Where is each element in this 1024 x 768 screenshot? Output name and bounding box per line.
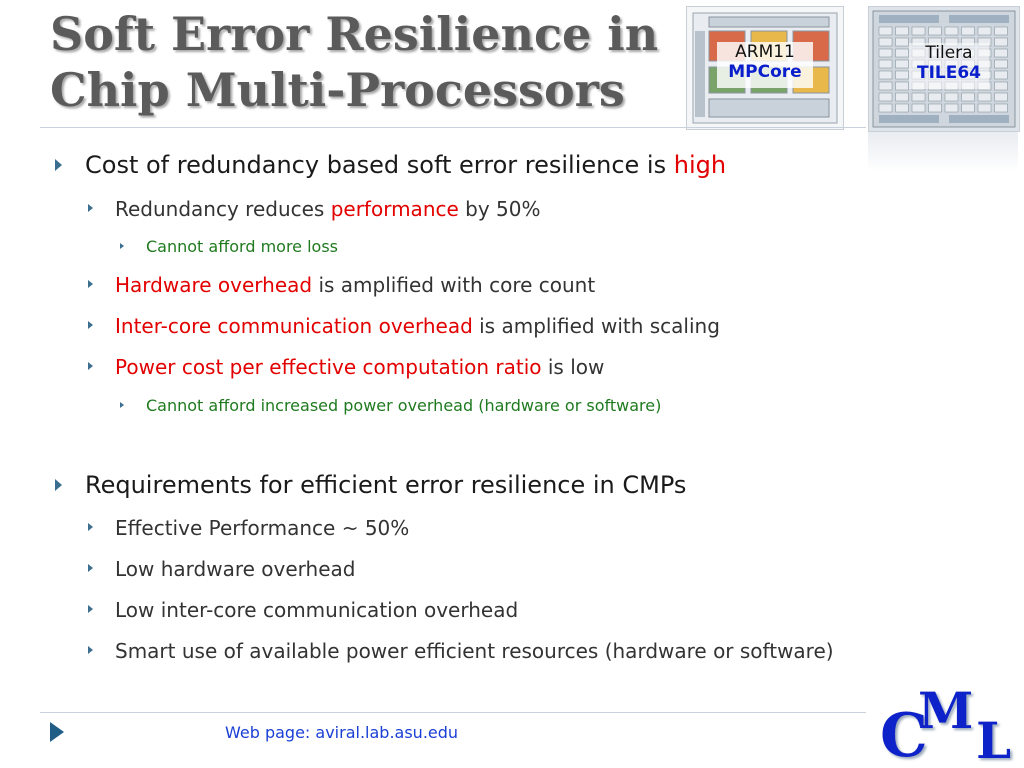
tile-cell bbox=[879, 93, 892, 101]
emphasis-text: high bbox=[673, 151, 727, 179]
bullet-arrow-icon bbox=[88, 362, 93, 370]
bullet-item-level-1 bbox=[115, 313, 720, 339]
svg-text:L: L bbox=[976, 711, 1012, 764]
svg-text:M: M bbox=[918, 684, 974, 740]
bullet-arrow-icon bbox=[88, 204, 93, 212]
bullet-item-level-1 bbox=[115, 515, 409, 541]
tile-cell bbox=[896, 60, 909, 68]
tile-cell bbox=[912, 27, 925, 35]
bullet-item-level-1 bbox=[115, 638, 834, 664]
bullet-item-level-2 bbox=[146, 395, 661, 417]
tile-cell bbox=[995, 71, 1008, 79]
bullet-arrow-icon bbox=[88, 321, 93, 329]
emphasis-text: Hardware overhead bbox=[115, 273, 313, 297]
bullet-arrow-icon bbox=[88, 523, 93, 531]
tile-cell bbox=[929, 27, 942, 35]
bullet-item-level-1 bbox=[115, 597, 518, 623]
arm11-label-line-2: MPCore bbox=[728, 62, 802, 82]
tile-cell bbox=[912, 93, 925, 101]
bullet-text: Low inter-core communication overhead bbox=[115, 598, 519, 622]
bullet-item-level-1 bbox=[115, 196, 541, 222]
tile-cell bbox=[879, 38, 892, 46]
tile-cell bbox=[912, 104, 925, 112]
bullet-item-level-1 bbox=[115, 272, 595, 298]
bullet-arrow-icon bbox=[120, 402, 124, 408]
tile-cell bbox=[978, 93, 991, 101]
tile-cell bbox=[978, 104, 991, 112]
tile-cell bbox=[929, 104, 942, 112]
slide-title bbox=[50, 6, 658, 118]
tilera-label bbox=[909, 43, 989, 89]
bullet-arrow-icon bbox=[55, 159, 62, 171]
tile-cell bbox=[962, 93, 975, 101]
tile-cell bbox=[896, 38, 909, 46]
title-line-1: Soft Error Resilience in bbox=[50, 7, 659, 61]
tile-cell bbox=[879, 71, 892, 79]
title-line-2: Chip Multi-Processors bbox=[50, 63, 625, 117]
bullet-text: is amplified with scaling bbox=[472, 314, 720, 338]
tile-cell bbox=[995, 49, 1008, 57]
bullet-text: Requirements for efficient error resilience in CMPs bbox=[85, 471, 687, 499]
tile-cell bbox=[962, 27, 975, 35]
emphasis-text: Power cost per effective computation ratio bbox=[115, 355, 542, 379]
tile-cell bbox=[995, 27, 1008, 35]
tile-cell bbox=[945, 104, 958, 112]
bullet-text: Cannot afford more loss bbox=[146, 237, 338, 256]
bullet-text: Low hardware overhead bbox=[115, 557, 356, 581]
tile-cell bbox=[896, 49, 909, 57]
tile-cell bbox=[995, 82, 1008, 90]
emphasis-text: Inter-core communication overhead bbox=[115, 314, 473, 338]
bullet-item-level-1 bbox=[115, 354, 604, 380]
bullet-item-level-1 bbox=[115, 556, 355, 582]
footer-webpage: Web page: aviral.lab.asu.edu bbox=[225, 723, 459, 742]
tile-cell bbox=[896, 104, 909, 112]
bullet-arrow-icon bbox=[88, 646, 93, 654]
tilera-reflection bbox=[868, 132, 1018, 172]
arm11-chip-image bbox=[686, 6, 844, 130]
tile-cell bbox=[896, 82, 909, 90]
bullet-arrow-icon bbox=[88, 280, 93, 288]
tile-cell bbox=[879, 49, 892, 57]
tile-cell bbox=[995, 93, 1008, 101]
bullet-text: Redundancy reduces bbox=[115, 197, 331, 221]
tile-cell bbox=[896, 93, 909, 101]
arm11-label bbox=[717, 42, 813, 88]
bullet-text: Cannot afford increased power overhead (hardware or software) bbox=[146, 396, 662, 415]
tilera-label-line-2: TILE64 bbox=[916, 63, 982, 83]
bullet-arrow-icon bbox=[120, 243, 124, 249]
bullet-item-level-0 bbox=[85, 150, 726, 180]
tile-cell bbox=[896, 27, 909, 35]
tile-cell bbox=[945, 93, 958, 101]
tile-cell bbox=[896, 71, 909, 79]
tile-cell bbox=[995, 38, 1008, 46]
tile-cell bbox=[879, 60, 892, 68]
title-divider bbox=[40, 127, 866, 128]
tile-cell bbox=[978, 27, 991, 35]
footer-divider bbox=[40, 712, 866, 713]
bullet-item-level-2 bbox=[146, 236, 338, 258]
cml-logo bbox=[876, 684, 1024, 764]
tile-cell bbox=[879, 82, 892, 90]
bullet-text: is low bbox=[541, 355, 605, 379]
tile-cell bbox=[879, 27, 892, 35]
bullet-text: Cost of redundancy based soft error resilience is bbox=[85, 151, 674, 179]
tile-cell bbox=[929, 93, 942, 101]
tile-cell bbox=[962, 104, 975, 112]
tile-cell bbox=[995, 60, 1008, 68]
bullet-text: Effective Performance ~ 50% bbox=[115, 516, 410, 540]
bullet-text: is amplified with core count bbox=[312, 273, 596, 297]
bullet-item-level-0 bbox=[85, 470, 686, 500]
svg-text:C: C bbox=[880, 701, 928, 764]
tile-cell bbox=[879, 104, 892, 112]
arm11-label-line-1: ARM11 bbox=[735, 42, 795, 62]
play-arrow-icon[interactable] bbox=[50, 722, 64, 742]
bullet-text: by 50% bbox=[458, 197, 541, 221]
bullet-text: Smart use of available power efficient resources (hardware or software) bbox=[115, 639, 834, 663]
tilera-chip-image bbox=[868, 6, 1020, 132]
tilera-label-line-1: Tilera bbox=[925, 43, 973, 63]
tile-cell bbox=[995, 104, 1008, 112]
bullet-arrow-icon bbox=[88, 564, 93, 572]
bullet-arrow-icon bbox=[88, 605, 93, 613]
bullet-arrow-icon bbox=[55, 479, 62, 491]
emphasis-text: performance bbox=[330, 197, 459, 221]
tile-cell bbox=[945, 27, 958, 35]
